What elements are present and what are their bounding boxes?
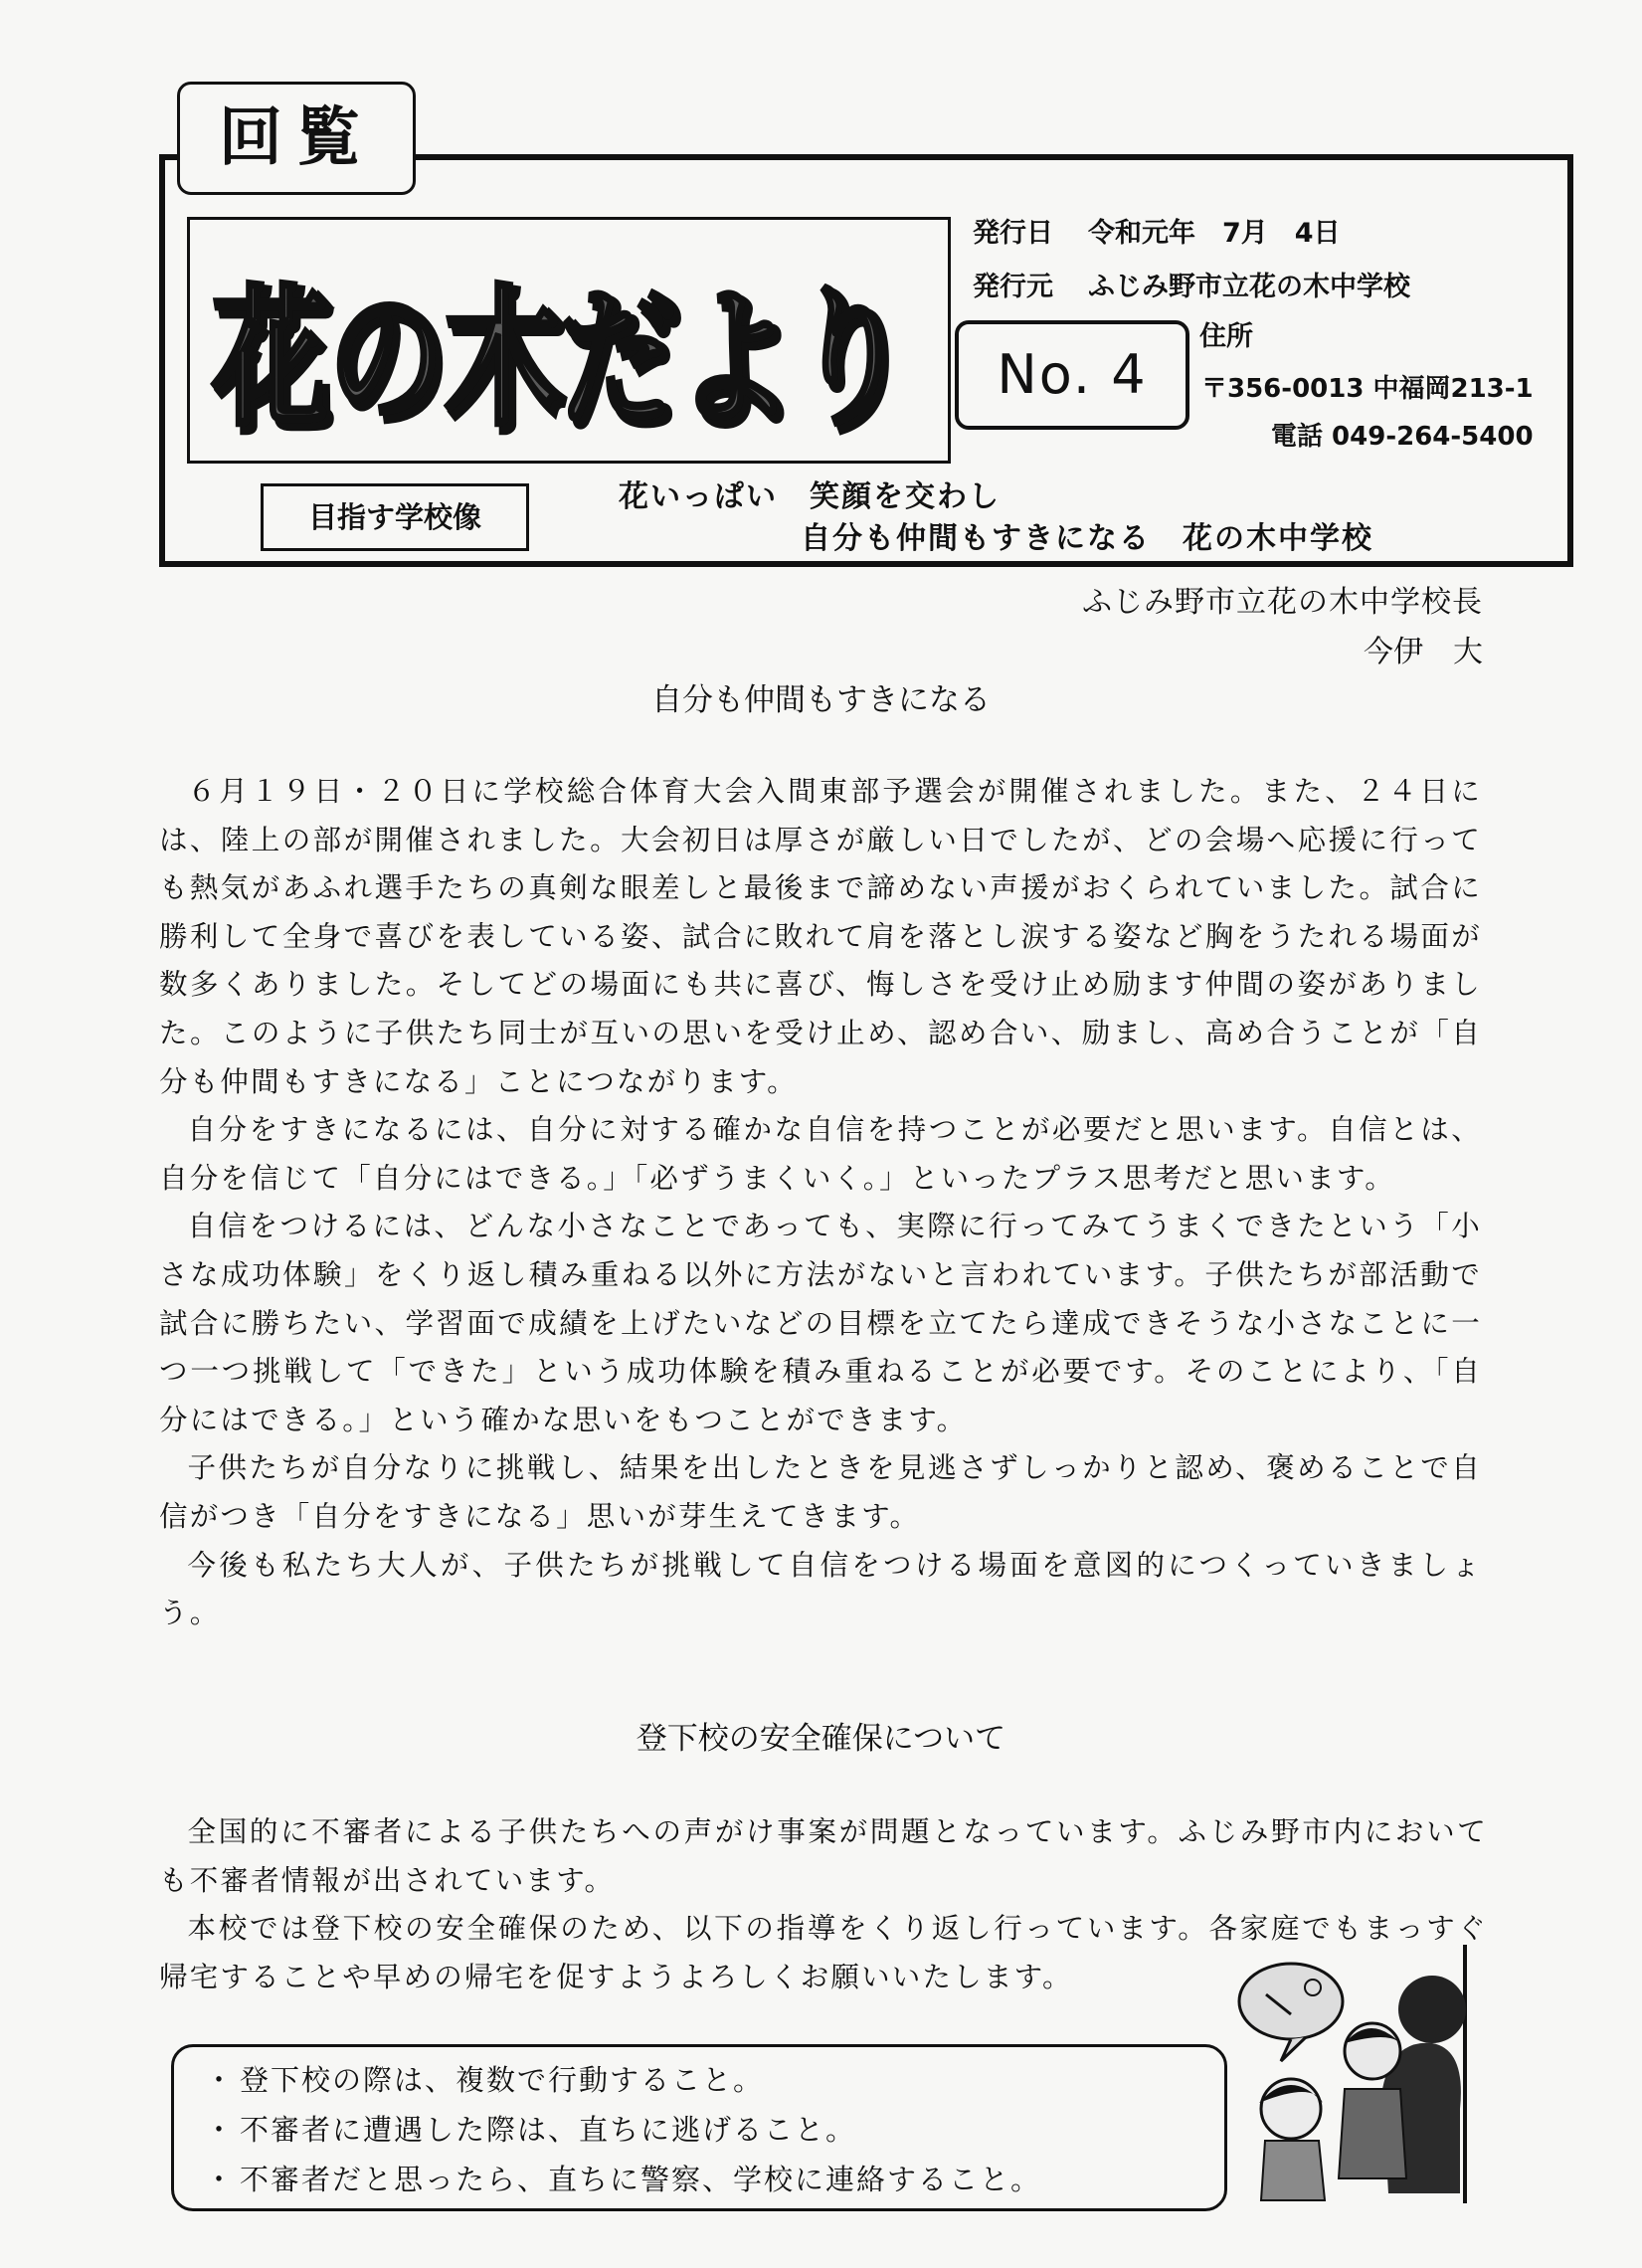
safety-rules-box bbox=[171, 2044, 1227, 2211]
safety-rule: ・ 登下校の際は、複数で行動すること。 bbox=[200, 2055, 1224, 2105]
newsletter-title-shadow: 花の木だより bbox=[218, 277, 914, 453]
principal-school: ふじみ野市立花の木中学校長 bbox=[1082, 585, 1483, 620]
newsletter-title-box bbox=[187, 217, 951, 464]
issue-publisher-row bbox=[973, 261, 1410, 314]
issue-date-label: 発行日 bbox=[973, 218, 1053, 249]
section-1-body bbox=[159, 768, 1482, 1638]
stranger-danger-illustration bbox=[1221, 1940, 1480, 2212]
section-title-1: 自分も仲間もすきになる bbox=[651, 682, 991, 718]
section-title-2: 登下校の安全確保について bbox=[636, 1721, 1006, 1757]
safety-rule: ・ 不審者だと思ったら、直ちに警察、学校に連絡すること。 bbox=[200, 2155, 1224, 2204]
issue-publisher-label: 発行元 bbox=[973, 272, 1053, 302]
issue-number: No. 4 bbox=[955, 320, 1189, 430]
issue-date-row bbox=[973, 207, 1410, 261]
newsletter-title-logo bbox=[190, 220, 948, 461]
school-vision-line-1: 花いっぱい 笑顔を交わし bbox=[619, 479, 1001, 514]
bullet: ・ bbox=[204, 2063, 236, 2097]
address-value: 〒356-0013 中福岡213-1 bbox=[1201, 374, 1534, 404]
school-vision-line-2: 自分も仲間もすきになる 花の木中学校 bbox=[801, 521, 1373, 556]
newsletter-title: 花の木だより bbox=[212, 271, 908, 447]
circulation-tag: 回覧 bbox=[177, 82, 416, 195]
paragraph: ６月１９日・２０日に学校総合体育大会入間東部予選会が開催されました。また、２４日には、陸上の部が開催されました。大会初日は厚さが厳しい日でしたが、どの会場へ応援に行っても熱気があふれ選手たちの真剣な眼差しと最後まで諦めない声援がおくられていました。試合に勝利して全身で喜びを表している姿、試合に敗れて肩を落とし涙する姿など胸をうたれる場面が数多くありました。そしてどの場面にも共に喜び、悔しさを受け止め励ます仲間の姿がありました。このように子供たち同士が互いの思いを受け止め、認め合い、励まし、高め合うことが「自分も仲間もすきになる」ことにつながります。 bbox=[159, 775, 1482, 1098]
paragraph: 本校では登下校の安全確保のため、以下の指導をくり返し行っています。各家庭でもまっすぐ帰宅することや早めの帰宅を促すようよろしくお願いいたします。 bbox=[159, 1912, 1488, 1993]
paragraph: 自分をすきになるには、自分に対する確かな自信を持つことが必要だと思います。自信とは、自分を信じて「自分にはできる。」「必ずうまくいく。」といったプラス思考だと思います。 bbox=[159, 1113, 1482, 1195]
address-label: 住所 bbox=[1199, 321, 1253, 352]
paragraph: 全国的に不審者による子供たちへの声がけ事案が問題となっています。ふじみ野市内においても不審者情報が出されています。 bbox=[159, 1815, 1488, 1897]
school-vision-label: 目指す学校像 bbox=[261, 483, 529, 551]
paragraph: 今後も私たち大人が、子供たちが挑戦して自信をつける場面を意図的につくっていきましょう。 bbox=[159, 1548, 1482, 1630]
paragraph: 子供たちが自分なりに挑戦し、結果を出したときを見逃さずしっかりと認め、褒めることで自信がつき「自分をすきになる」思いが芽生えてきます。 bbox=[159, 1451, 1482, 1533]
issue-info bbox=[973, 207, 1410, 314]
phone-number: 電話 049-264-5400 bbox=[1271, 422, 1534, 452]
issue-date-value: 令和元年 7月 4日 bbox=[1088, 218, 1341, 249]
safety-rule: ・ 不審者に遭遇した際は、直ちに逃げること。 bbox=[200, 2105, 1224, 2155]
issue-publisher-value: ふじみ野市立花の木中学校 bbox=[1088, 272, 1410, 302]
bullet: ・ bbox=[204, 2113, 236, 2147]
paragraph: 自信をつけるには、どんな小さなことであっても、実際に行ってみてうまくできたという「小さな成功体験」をくり返し積み重ねる以外に方法がないと言われています。子供たちが部活動で試合に勝ちたい、学習面で成績を上げたいなどの目標を立てたら達成できそうな小さなことに一つ一つ挑戦して「できた」という成功体験を積み重ねることが必要です。そのことにより、「自分にはできる。」という確かな思いをもつことができます。 bbox=[159, 1210, 1482, 1436]
principal-name: 今伊 大 bbox=[1364, 635, 1483, 669]
bullet: ・ bbox=[204, 2163, 236, 2196]
